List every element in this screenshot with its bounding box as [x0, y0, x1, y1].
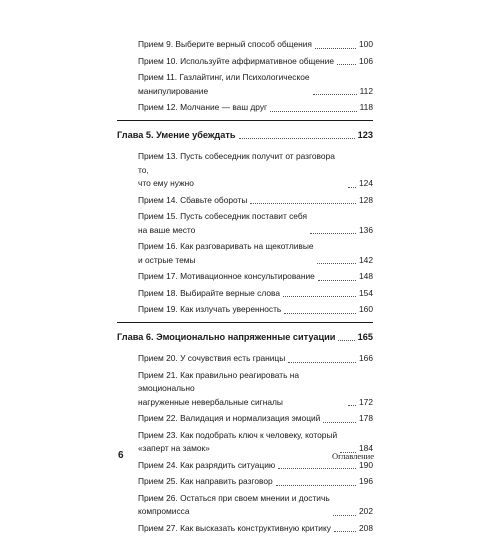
entry-title-line: манипулирование	[138, 85, 209, 96]
dot-leader	[348, 405, 356, 406]
toc-section-ch6	[117, 352, 373, 535]
entry-page-number: 190	[359, 459, 373, 470]
entry-title	[138, 352, 285, 366]
entry-title	[138, 150, 345, 191]
dot-leader	[239, 138, 355, 139]
dot-leader	[313, 94, 357, 95]
entry-page-number: 196	[359, 476, 373, 486]
entry-title-line: «заперт на замок»	[138, 443, 210, 453]
dot-leader	[288, 362, 356, 363]
entry-page-number: 106	[359, 55, 373, 66]
entry-page-number: 148	[359, 271, 373, 281]
entry-title	[138, 303, 281, 317]
toc-entry[interactable]	[117, 492, 373, 519]
entry-title	[138, 240, 314, 267]
dot-leader	[315, 48, 356, 49]
entry-title	[138, 429, 337, 456]
dot-leader	[337, 64, 356, 65]
toc-entry[interactable]	[117, 369, 373, 410]
entry-title	[138, 369, 345, 410]
toc-section-top	[117, 38, 373, 115]
entry-title	[138, 492, 330, 519]
entry-page-number: 178	[359, 413, 373, 423]
table-of-contents	[117, 38, 373, 538]
toc-chapter-5[interactable]	[117, 129, 373, 143]
toc-entry[interactable]	[117, 352, 373, 366]
dot-leader	[276, 485, 356, 486]
toc-entry[interactable]	[117, 287, 373, 301]
toc-chapter-6[interactable]	[117, 331, 373, 345]
entry-title-line: на ваше место	[138, 224, 196, 235]
entry-page-number: 136	[359, 224, 373, 235]
entry-title-line: Прием 10. Используйте аффирмативное общение	[138, 55, 334, 66]
entry-title	[138, 287, 280, 301]
dot-leader	[334, 531, 356, 532]
toc-entry[interactable]	[117, 240, 373, 267]
footer-page-number: 6	[118, 450, 124, 461]
entry-title	[138, 101, 267, 115]
dot-leader	[348, 187, 356, 188]
toc-entry[interactable]	[117, 55, 373, 69]
toc-entry[interactable]	[117, 210, 373, 237]
dot-leader	[333, 515, 356, 516]
entry-title-line: Прием 27. Как высказать конструктивную критику	[138, 522, 331, 533]
entry-page-number: 172	[359, 396, 373, 407]
entry-title	[138, 475, 273, 489]
toc-entry[interactable]	[117, 475, 373, 489]
dot-leader	[323, 422, 356, 423]
entry-title-line: Прием 19. Как излучать уверенность	[138, 304, 282, 314]
entry-title-line: Прием 9. Выберите верный способ общения	[138, 39, 312, 49]
entry-title-line: Прием 22. Валидация и нормализация эмоций	[138, 413, 321, 423]
entry-title	[138, 522, 331, 536]
entry-title-line: Прием 17. Мотивационное консультирование	[138, 271, 315, 281]
entry-page-number: 124	[359, 178, 373, 188]
entry-title	[138, 412, 320, 426]
dot-leader	[318, 280, 356, 281]
entry-title-line: Прием 18. Выбирайте верные слова	[138, 287, 281, 298]
entry-title-line: что ему нужно	[138, 178, 194, 188]
entry-title	[138, 194, 247, 208]
dot-leader	[270, 111, 357, 112]
entry-page-number: 208	[359, 522, 373, 533]
entry-title	[138, 459, 275, 473]
entry-page-number: 166	[359, 353, 373, 363]
dot-leader	[250, 203, 356, 204]
toc-entry[interactable]	[117, 101, 373, 115]
entry-page-number: 100	[359, 39, 373, 49]
toc-entry[interactable]	[117, 194, 373, 208]
entry-page-number: 142	[359, 254, 373, 265]
dot-leader	[278, 468, 356, 469]
entry-title-line: нагруженные невербальные сигналы	[138, 396, 283, 407]
toc-entry[interactable]	[117, 522, 373, 536]
entry-title-line: Прием 25. Как направить разговор	[138, 476, 273, 486]
entry-page-number: 202	[359, 506, 373, 516]
dot-leader	[317, 263, 356, 264]
chapter-title: Глава 6. Эмоционально напряженные ситуации	[117, 331, 336, 342]
toc-entry[interactable]	[117, 303, 373, 317]
dot-leader	[338, 340, 354, 341]
toc-entry[interactable]	[117, 150, 373, 191]
entry-page-number: 128	[359, 194, 373, 205]
entry-title-line: Прием 23. Как подобрать ключ к человеку, который	[138, 429, 338, 440]
entry-title-line: Прием 14. Сбавьте обороты	[138, 194, 248, 205]
chapter-separator	[117, 322, 373, 323]
entry-title-line: Прием 26. Остаться при своем мнении и достичь	[138, 492, 330, 503]
entry-title-line: и острые темы	[138, 254, 196, 265]
entry-title	[138, 71, 310, 98]
entry-title-line: Прием 20. У сочувствия есть границы	[138, 353, 286, 363]
chapter-page-number: 165	[357, 331, 373, 342]
entry-page-number: 118	[359, 102, 373, 112]
dot-leader	[310, 233, 356, 234]
entry-title-line: Прием 11. Газлайтинг, или Психологическое	[138, 72, 310, 82]
entry-title-line: Прием 21. Как правильно реагировать на эмоционально	[138, 369, 300, 393]
entry-title-line: Прием 24. Как разрядить ситуацию	[138, 459, 276, 470]
chapter-separator	[117, 120, 373, 121]
toc-section-ch5	[117, 150, 373, 317]
dot-leader	[283, 296, 356, 297]
entry-title-line: Прием 13. Пусть собеседник получит от разговора то,	[138, 151, 335, 175]
entry-title	[138, 270, 315, 284]
entry-title-line: Прием 15. Пусть собеседник поставит себя	[138, 211, 308, 221]
entry-page-number: 112	[359, 85, 373, 96]
chapter-title: Глава 5. Умение убеждать	[117, 129, 236, 140]
entry-title	[138, 55, 334, 69]
entry-title-line: Прием 16. Как разговаривать на щекотливые	[138, 241, 314, 251]
toc-entry[interactable]	[117, 270, 373, 284]
footer-running-title: Оглавление	[332, 451, 374, 461]
entry-page-number: 160	[359, 304, 373, 314]
entry-page-number: 184	[359, 443, 373, 453]
entry-page-number: 154	[359, 287, 373, 298]
toc-entry[interactable]	[117, 71, 373, 98]
entry-title-line: компромисса	[138, 506, 190, 516]
chapter-page-number: 123	[357, 129, 373, 140]
toc-entry[interactable]	[117, 38, 373, 52]
dot-leader	[284, 313, 356, 314]
entry-title	[138, 38, 312, 52]
toc-entry[interactable]	[117, 412, 373, 426]
entry-title	[138, 210, 307, 237]
entry-title-line: Прием 12. Молчание — ваш друг	[138, 102, 268, 112]
